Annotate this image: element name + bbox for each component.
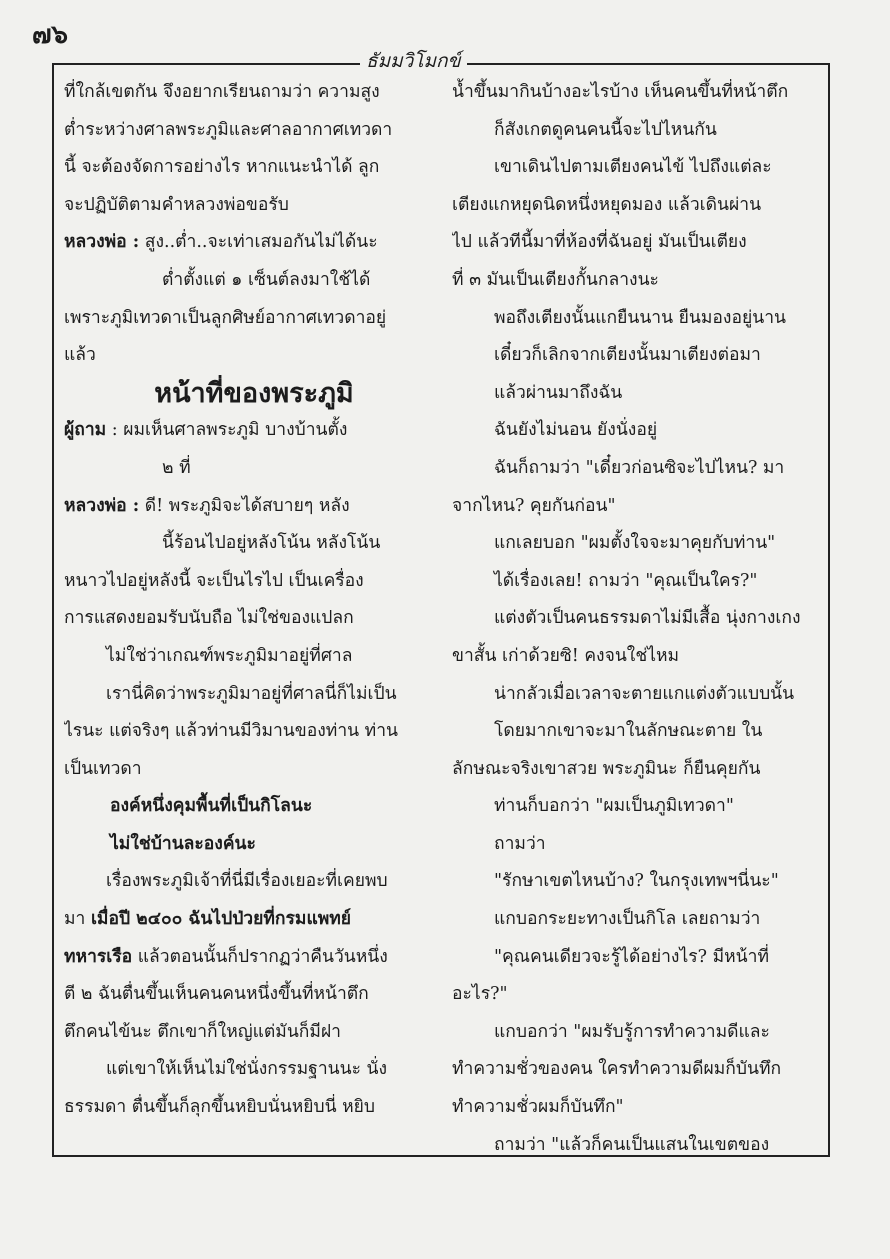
speech-text: : ผมเห็นศาลพระภูมิ บางบ้านตั้ง [106, 420, 348, 441]
text-line: ท่านก็บอกว่า "ผมเป็นภูมิเทวดา" [494, 796, 734, 817]
text-line: แต่เขาให้เห็นไม่ใช่นั่งกรรมฐานนะ นั่ง [106, 1059, 388, 1080]
text-line: โดยมากเขาจะมาในลักษณะตาย ใน [494, 721, 763, 742]
text-line: แต่งตัวเป็นคนธรรมดาไม่มีเสื้อ นุ่งกางเกง [494, 608, 801, 629]
text-line: ทำความชั่วของคน ใครทำความดีผมก็บันทึก [452, 1059, 782, 1080]
text-line: ต่ำตั้งแต่ ๑ เซ็นต์ลงมาใช้ได้ [162, 269, 371, 290]
text-line: พอถึงเตียงนั้นแกยืนนาน ยืนมองอยู่นาน [494, 307, 786, 328]
text-line: เตียงแกหยุดนิดหนึ่งหยุดมอง แล้วเดินผ่าน [452, 194, 762, 215]
text-line: แกบอกระยะทางเป็นกิโล เลยถามว่า [494, 909, 761, 930]
text-line: เป็นเทวดา [64, 758, 142, 779]
left-column [64, 74, 444, 1127]
text-line [64, 488, 444, 526]
right-column [452, 74, 822, 1164]
text-line: น้ำขึ้นมากินบ้างอะไรบ้าง เห็นคนขึ้นที่หน้าตึก [452, 82, 789, 102]
text-line: น่ากลัวเมื่อเวลาจะตายแกแต่งตัวแบบนั้น [494, 683, 795, 704]
emphasis-line: ไม่ใช่บ้านละองค์นะ [110, 833, 256, 854]
text-line: ตี ๒ ฉันตื่นขึ้นเห็นคนคนหนึ่งขึ้นที่หน้าตึก [64, 984, 369, 1005]
text-line: จะปฏิบัติตามคำหลวงพ่อขอรับ [64, 194, 289, 215]
text-line [64, 901, 444, 939]
text-line: ได้เรื่องเลย! ถามว่า "คุณเป็นใคร?" [494, 570, 758, 591]
text-line: การแสดงยอมรับนับถือ ไม่ใช่ของแปลก [64, 608, 354, 629]
emphasis-text: เมื่อปี ๒๔๐๐ ฉันไปป่วยที่กรมแพทย์ [90, 909, 352, 930]
text-line: แล้วผ่านมาถึงฉัน [494, 382, 623, 403]
text-line: ที่ใกล้เขตกัน จึงอยากเรียนถามว่า ความสูง [64, 82, 380, 102]
speech-text: มา [64, 909, 91, 930]
text-line: แกบอกว่า "ผมรับรู้การทำความดีและ [494, 1021, 770, 1042]
text-line: หนาวไปอยู่หลังนี้ จะเป็นไรไป เป็นเครื่อง [64, 570, 364, 591]
text-line: เพราะภูมิเทวดาเป็นลูกศิษย์อากาศเทวดาอยู่ [64, 307, 387, 328]
text-line: ก็สังเกตดูคนคนนี้จะไปไหนกัน [494, 119, 717, 140]
text-line: ทำความชั่วผมก็บันทึก" [452, 1097, 624, 1118]
emphasis-text: ทหารเรือ [64, 946, 133, 967]
speaker-label: หลวงพ่อ : [64, 495, 140, 516]
text-line: เรื่องพระภูมิเจ้าที่นี่มีเรื่องเยอะที่เคยพบ [106, 871, 388, 892]
text-line [64, 224, 444, 262]
text-line: เรานี่คิดว่าพระภูมิมาอยู่ที่ศาลนี่ก็ไม่เป็น [106, 683, 397, 704]
text-line: ฉันก็ถามว่า "เดี๋ยวก่อนซิจะไปไหน? มา [494, 457, 785, 478]
speaker-label: ผู้ถาม [64, 420, 107, 441]
text-line: ไรนะ แต่จริงๆ แล้วท่านมีวิมานของท่าน ท่าน [64, 721, 399, 742]
text-line: ที่ ๓ มันเป็นเตียงกั้นกลางนะ [452, 269, 659, 290]
running-head: ธัมมวิโมกข์ [360, 46, 467, 76]
text-line: ไม่ใช่ว่าเกณฑ์พระภูมิมาอยู่ที่ศาล [106, 645, 353, 666]
text-line: ขาสั้น เก่าด้วยซิ! คงจนใช่ไหม [452, 645, 680, 666]
text-line: แกเลยบอก "ผมตั้งใจจะมาคุยกับท่าน" [494, 533, 776, 554]
text-line: ไป แล้วทีนี้มาที่ห้องที่ฉันอยู่ มันเป็นเตียง [452, 232, 747, 253]
section-heading: หน้าที่ของพระภูมิ [154, 377, 354, 409]
text-line: ฉันยังไม่นอน ยังนั่งอยู่ [494, 420, 658, 441]
text-line: "คุณคนเดียวจะรู้ได้อย่างไร? มีหน้าที่ [494, 946, 769, 967]
emphasis-line: องค์หนึ่งคุมพื้นที่เป็นกิโลนะ [110, 796, 313, 817]
text-line: เดี๋ยวก็เลิกจากเตียงนั้นมาเตียงต่อมา [494, 345, 761, 366]
text-line: อะไร?" [452, 984, 508, 1005]
text-line: ธรรมดา ตื่นขึ้นก็ลุกขึ้นหยิบนั่นหยิบนี่ หยิบ [64, 1097, 376, 1118]
text-line: แล้ว [64, 345, 96, 366]
speech-text: แล้วตอนนั้นก็ปรากฏว่าคืนวันหนึ่ง [132, 946, 388, 967]
speech-text: สูง..ต่ำ..จะเท่าเสมอกันไม่ได้นะ [139, 232, 378, 253]
text-line [64, 939, 444, 977]
page-number: ๗๖ [32, 20, 69, 50]
text-line: ถามว่า [494, 833, 546, 854]
text-line [64, 412, 444, 450]
text-line: ตึกคนไข้นะ ตึกเขาก็ใหญ่แต่มันก็มีฝา [64, 1021, 341, 1042]
speaker-label: หลวงพ่อ : [64, 232, 140, 253]
text-line: นี้ จะต้องจัดการอย่างไร หากแนะนำได้ ลูก [64, 157, 380, 178]
text-line: "รักษาเขตไหนบ้าง? ในกรุงเทพฯนี่นะ" [494, 871, 779, 892]
text-line: ลักษณะจริงเขาสวย พระภูมินะ ก็ยืนคุยกัน [452, 758, 761, 779]
text-line: ถามว่า "แล้วก็คนเป็นแสนในเขตของ [494, 1134, 770, 1155]
text-line: เขาเดินไปตามเตียงคนไข้ ไปถึงแต่ละ [494, 157, 772, 178]
text-line: ต่ำระหว่างศาลพระภูมิและศาลอากาศเทวดา [64, 119, 393, 140]
text-line: ๒ ที่ [162, 457, 191, 478]
speech-text: ดี! พระภูมิจะได้สบายๆ หลัง [139, 495, 350, 516]
text-line: นี้ร้อนไปอยู่หลังโน้น หลังโน้น [162, 533, 381, 554]
text-line: จากไหน? คุยกันก่อน" [452, 495, 616, 516]
